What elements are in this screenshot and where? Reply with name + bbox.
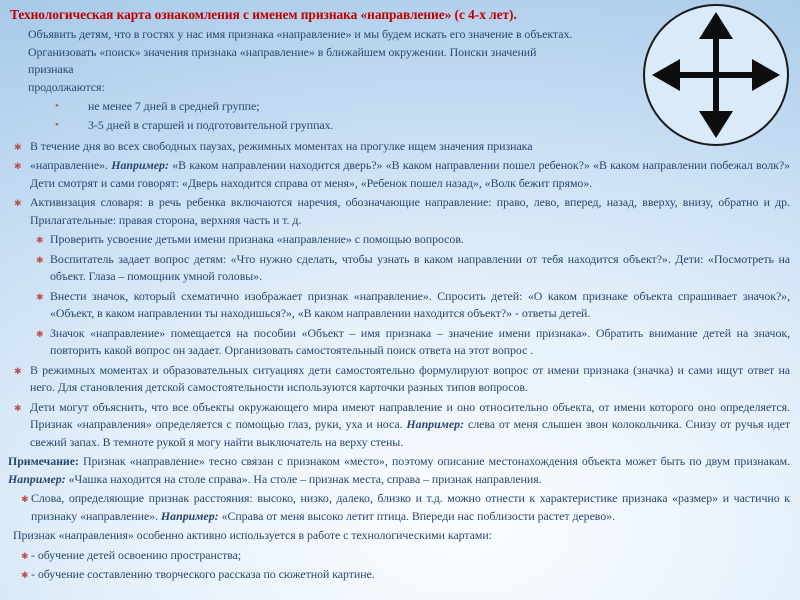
page-title: Технологическая карта ознакомления с именем признака «направление» (с 4-х лет). <box>10 7 517 22</box>
asterisk-bullet-icon: ✱ <box>36 254 44 265</box>
asterisk-bullet-icon: ✱ <box>14 365 22 376</box>
asterisk-bullet-icon: ✱ <box>36 235 44 245</box>
bullet-item <box>0 194 800 229</box>
bullet-item <box>0 288 800 323</box>
list-item <box>0 98 800 116</box>
bullet-text: Дети могут объяснить, что все объекты окружающего мира имеют направление и оно относительно объекта, от имени которого оно определяется. Признак «направления» определяется с помощью глаз, руки, уха и носа. <box>30 399 790 431</box>
bullet-item <box>0 490 800 525</box>
asterisk-bullet-icon: ✱ <box>14 402 22 413</box>
note-text: Признак «направление» тесно связан с признаком «место», поэтому описание местонахождения объекта может быть по двум признакам. <box>78 454 790 468</box>
bullet-text: «Справа от меня высоко летит птица. Впереди нас поблизости растет дерево». <box>218 508 615 523</box>
asterisk-bullet-icon: ✱ <box>21 550 29 561</box>
bullet-item <box>0 399 800 452</box>
bullet-item <box>0 547 800 565</box>
bullet-text: Внести значок, который схематично изображает признак «направление». Спросить детей: «О каком признаке объекта спрашивает значок?», «Объект, в каком направлении ты находишься?», «В каком направлении находится объект?» - ответы детей. <box>50 288 790 320</box>
note-paragraph <box>0 453 800 488</box>
dot-bullet-icon: • <box>55 100 59 112</box>
bullet-text: Активизация словаря: в речь ребенка включаются наречия, обозначающие направление: право, лево, вперед, назад, вверху, внизу, обратно и др. Прилагательные: правая сторона, верхняя часть и т. д. <box>30 195 790 227</box>
bullet-text: - обучение составлению творческого рассказа по сюжетной картине. <box>31 567 375 581</box>
emphasis-label: Например: <box>160 508 219 523</box>
list-item-text: не менее 7 дней в средней группе; <box>88 99 260 113</box>
bullet-text: В течение дня во всех свободных паузах, режимных моментах на прогулке ищем значения признака <box>30 138 533 153</box>
bullet-text: - обучение детей освоению пространства; <box>31 547 242 562</box>
note-text: «Чашка находится на столе справа». На столе – признак места, справа – признак направления. <box>65 471 542 486</box>
bullet-item <box>0 362 800 397</box>
asterisk-bullet-icon: ✱ <box>36 328 44 339</box>
bullet-text: В режимных моментах и образовательных ситуациях дети самостоятельно формулируют вопрос от имени признака (значка) и сами ищут ответ на него. Для становления детской самостоятельности используются карточки разных типов вопросов. <box>30 362 790 394</box>
bullet-text: «В каком направлении находится дверь?» «В каком направлении пошел ребенок?» «В каком направлении побежал волк?» Дети смотрят и сами говорят: «Дверь находится справа от меня», «Ребенок пошел назад», «Волк бежит прямо». <box>30 158 790 190</box>
bullet-item <box>0 138 800 156</box>
bullet-text: Значок «направление» помещается на пособии «Объект – имя признака – значение имени признака». Обратить внимание детей на значок, повторить какой вопрос он задает. Организовать самостоятельный поиск ответа на этот вопрос . <box>50 325 790 357</box>
bullet-item <box>0 566 800 584</box>
intro-line: признака <box>28 62 74 76</box>
bullet-text: слева от меня слышен звон колокольчика. Снизу от ручья идет свежий запах. В темноте рукой я могу найти выключатель на верху стены. <box>30 417 790 449</box>
bullet-text: Проверить усвоение детьми имени признака «направление» с помощью вопросов. <box>50 232 464 246</box>
asterisk-bullet-icon: ✱ <box>14 141 22 152</box>
bullet-item <box>0 251 800 286</box>
tail-line: Признак «направления» особенно активно используется в работе с технологическими картами: <box>13 528 492 542</box>
asterisk-bullet-icon: ✱ <box>14 198 22 208</box>
asterisk-bullet-icon: ✱ <box>36 291 44 302</box>
note-label: Примечание: <box>8 454 79 468</box>
intro-line: Организовать «поиск» значения признака «направление» в ближайшем окружении. Поиски значений <box>28 44 537 59</box>
bullet-text: Воспитатель задает вопрос детям: «Что нужно сделать, чтобы узнать в каком направлении от тебя находится объект?». Дети: «Посмотреть на объект. Глаза – помощник умной головы». <box>50 251 790 283</box>
dot-bullet-icon: • <box>55 119 59 131</box>
intro-line: продолжаются: <box>28 79 105 94</box>
emphasis-label: Например: <box>406 417 465 431</box>
list-item-text: 3-5 дней в старшей и подготовительной группах. <box>88 118 334 132</box>
bullet-item <box>0 231 800 249</box>
list-item <box>0 117 800 135</box>
duration-list <box>0 98 800 135</box>
asterisk-bullet-icon: ✱ <box>21 570 29 580</box>
emphasis-label: Например: <box>111 158 169 172</box>
bullet-text: Слова, определяющие признак расстояния: высоко, низко, далеко, близко и т.д. можно отнести к характеристике признака «размер» и частично к признаку «направление». <box>31 491 790 523</box>
asterisk-bullet-icon: ✱ <box>21 494 29 504</box>
asterisk-bullet-icon: ✱ <box>14 161 22 171</box>
bullet-text: «направление». <box>30 158 112 172</box>
emphasis-label: Например: <box>8 471 66 486</box>
bullet-item <box>0 325 800 360</box>
intro-line: Объявить детям, что в гостях у нас имя признака «направление» и мы будем искать его значение в объектах. <box>28 27 573 41</box>
bullet-item <box>0 157 800 192</box>
